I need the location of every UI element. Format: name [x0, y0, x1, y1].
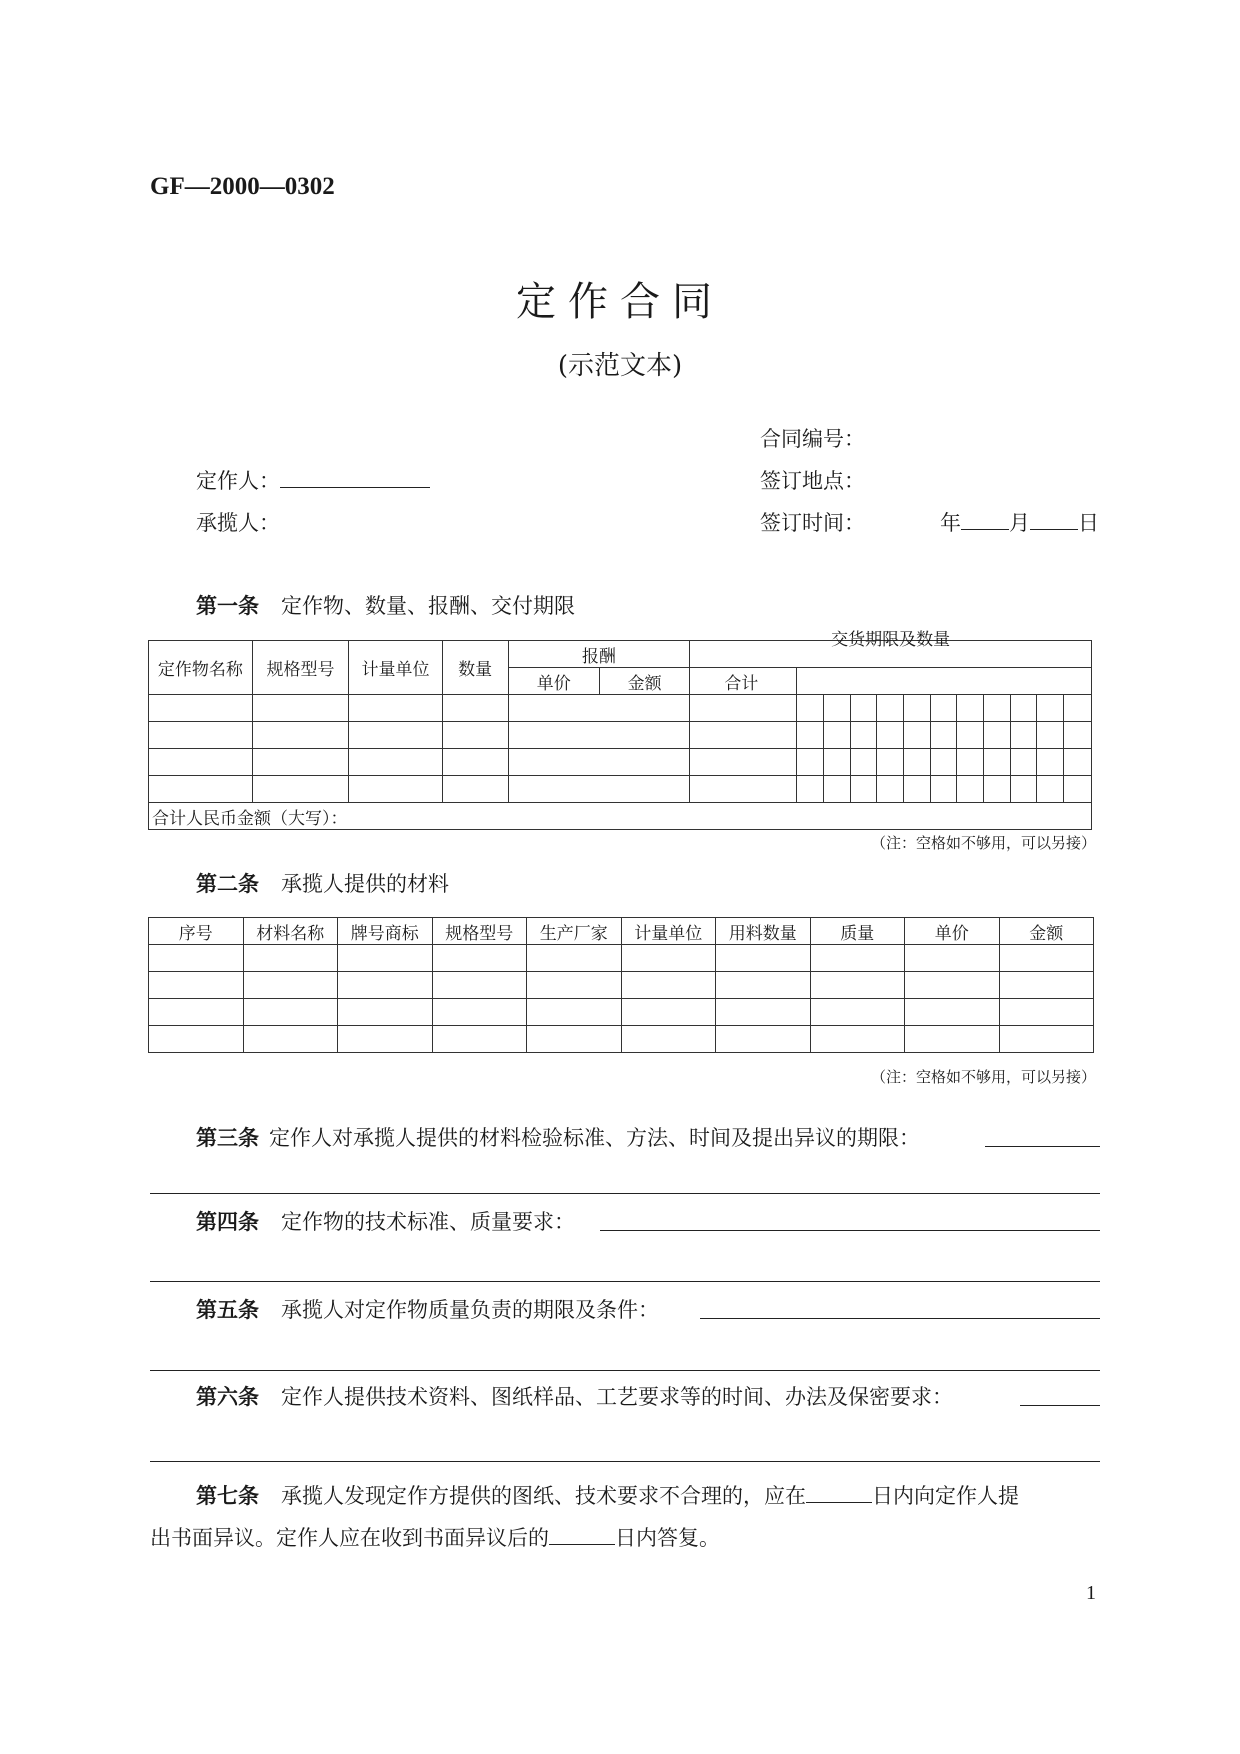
month-field[interactable] — [961, 509, 1009, 530]
article-4-text: 定作物的技术标准、质量要求： — [281, 1210, 575, 1234]
sign-place-label: 签订地点： — [760, 469, 865, 493]
col-header-serial: 序号 — [149, 918, 244, 945]
document-subtitle: (示范文本) — [557, 351, 683, 381]
article-4-blank-line[interactable] — [150, 1281, 1100, 1282]
col-header-delivery: 交货期限及数量 — [690, 641, 1092, 668]
article-1-table — [148, 630, 1092, 830]
orderer-field[interactable] — [280, 467, 430, 488]
orderer-label: 定作人： — [196, 469, 280, 493]
col-header-usage-qty: 用料数量 — [716, 918, 811, 945]
article-5-fill-line[interactable] — [700, 1318, 1100, 1319]
page-number: 1 — [1086, 1582, 1096, 1604]
col-header-amount: 金额 — [999, 918, 1094, 945]
col-header-brand: 牌号商标 — [338, 918, 433, 945]
article-5-text: 承揽人对定作物质量负责的期限及条件： — [281, 1298, 659, 1322]
day-field[interactable] — [1030, 509, 1078, 530]
article-1-note: （注：空格如不够用，可以另接） — [870, 834, 1096, 852]
col-header-spec: 规格型号 — [252, 641, 349, 695]
article-7-days-field-2[interactable] — [549, 1524, 615, 1545]
article-7-line-1 — [196, 1480, 1019, 1510]
col-header-unit: 计量单位 — [349, 641, 442, 695]
article-7-text-b: 日内向定作人提 — [872, 1484, 1019, 1508]
table-row — [149, 972, 1094, 999]
table-row — [149, 776, 1092, 803]
contract-no-label: 合同编号： — [760, 427, 865, 451]
article-5-number: 第五条 — [196, 1297, 259, 1322]
article-7-text-c: 出书面异议。定作人应在收到书面异议后的 — [150, 1526, 549, 1550]
article-7-number: 第七条 — [196, 1483, 259, 1508]
article-6-heading — [196, 1381, 953, 1411]
article-2-table — [148, 917, 1094, 1053]
article-3-fill-line[interactable] — [985, 1146, 1100, 1147]
month-label: 月 — [1009, 511, 1030, 535]
table-row — [149, 999, 1094, 1026]
article-2-text: 承揽人提供的材料 — [281, 872, 449, 896]
article-3-heading — [196, 1122, 920, 1152]
col-header-pay: 报酬 — [508, 641, 690, 668]
orderer-row — [196, 465, 430, 495]
delivery-subheader-blank — [797, 668, 1092, 695]
article-6-text: 定作人提供技术资料、图纸样品、工艺要求等的时间、办法及保密要求： — [281, 1385, 953, 1409]
table-row — [149, 722, 1092, 749]
sign-date-row — [940, 507, 1099, 537]
col-header-price: 单价 — [905, 918, 1000, 945]
total-rmb-row[interactable]: 合计人民币金额（大写）： — [149, 803, 1092, 830]
contract-code: GF—2000—0302 — [150, 173, 335, 200]
article-2-heading — [196, 868, 449, 898]
article-6-fill-line[interactable] — [1020, 1405, 1100, 1406]
table-row — [149, 1026, 1094, 1053]
day-label: 日 — [1078, 511, 1099, 535]
article-5-blank-line[interactable] — [150, 1370, 1100, 1371]
table-row — [149, 945, 1094, 972]
article-1-number: 第一条 — [196, 593, 259, 618]
col-header-manufacturer: 生产厂家 — [527, 918, 622, 945]
table-row — [149, 695, 1092, 722]
article-2-note: （注：空格如不够用，可以另接） — [870, 1068, 1096, 1086]
table-row — [149, 749, 1092, 776]
article-2-number: 第二条 — [196, 871, 259, 896]
contractor-label: 承揽人： — [196, 511, 280, 535]
article-7-days-field-1[interactable] — [806, 1482, 872, 1503]
document-title: 定作合同 — [516, 279, 724, 325]
article-4-fill-line[interactable] — [600, 1230, 1100, 1231]
col-header-material-name: 材料名称 — [243, 918, 338, 945]
article-5-heading — [196, 1294, 659, 1324]
article-3-text: 定作人对承揽人提供的材料检验标准、方法、时间及提出异议的期限： — [269, 1126, 920, 1150]
col-header-amount: 金额 — [599, 668, 689, 695]
article-7-text-a: 承揽人发现定作方提供的图纸、技术要求不合理的，应在 — [281, 1484, 806, 1508]
article-6-blank-line[interactable] — [150, 1461, 1100, 1462]
col-header-price: 单价 — [508, 668, 599, 695]
article-1-text: 定作物、数量、报酬、交付期限 — [281, 594, 575, 618]
col-header-item-name: 定作物名称 — [149, 641, 253, 695]
col-header-unit: 计量单位 — [621, 918, 716, 945]
col-header-spec: 规格型号 — [432, 918, 527, 945]
article-7-line-2 — [150, 1522, 720, 1552]
col-header-total: 合计 — [690, 668, 797, 695]
col-header-qty: 数量 — [442, 641, 508, 695]
article-1-heading — [196, 590, 575, 620]
article-3-blank-line[interactable] — [150, 1193, 1100, 1194]
col-header-quality: 质量 — [810, 918, 905, 945]
article-3-number: 第三条 — [196, 1125, 259, 1150]
article-6-number: 第六条 — [196, 1384, 259, 1409]
article-4-number: 第四条 — [196, 1209, 259, 1234]
sign-time-label: 签订时间： — [760, 511, 865, 535]
year-label: 年 — [940, 511, 961, 535]
article-4-heading — [196, 1206, 575, 1236]
article-7-text-d: 日内答复。 — [615, 1526, 720, 1550]
